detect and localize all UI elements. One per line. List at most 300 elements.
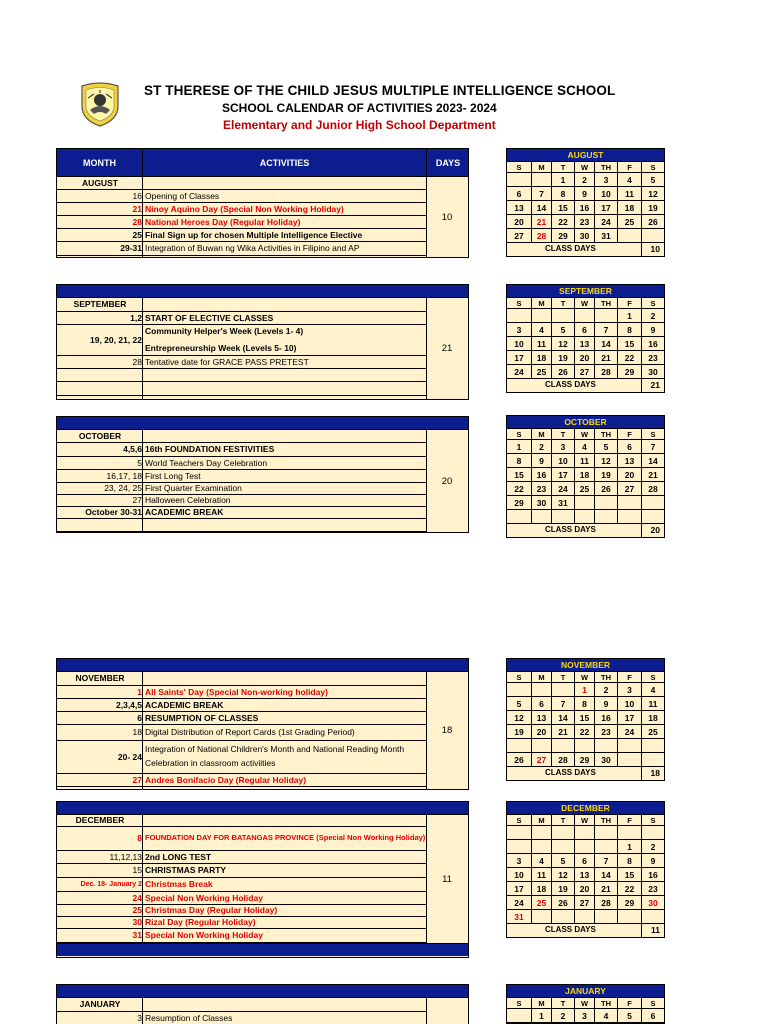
calendar-day: 22 <box>618 882 642 896</box>
calendar-day: 28 <box>595 896 618 910</box>
activity-text: Ninoy Aquino Day (Special Non Working Holiday) <box>145 203 344 214</box>
activity-text: First Quarter Examination <box>145 483 242 494</box>
calendar-day: 26 <box>507 753 532 767</box>
calendar-day: 12 <box>595 454 618 468</box>
calendar-day: 26 <box>595 482 618 496</box>
calendar-day <box>507 826 532 840</box>
activity-text: ACADEMIC BREAK <box>145 699 224 710</box>
calendar-day <box>532 826 552 840</box>
activity-date: 8 <box>137 833 142 844</box>
activity-text: Integration of Buwan ng Wika Activities in Filipino and AP <box>145 243 360 254</box>
weekday-header: M <box>532 672 552 683</box>
calendar-day: 27 <box>507 229 532 243</box>
calendar-day <box>642 229 664 243</box>
calendar-day <box>507 309 532 323</box>
calendar-day: 19 <box>552 351 575 365</box>
calendar-day: 4 <box>575 440 595 454</box>
activity-row <box>57 457 427 470</box>
class-days-count: 10 <box>441 212 453 223</box>
calendar-day: 17 <box>507 882 532 896</box>
activity-date: 3 <box>137 1013 142 1024</box>
calendar-day: 22 <box>575 725 595 739</box>
days-column-header: DAYS <box>435 157 461 168</box>
calendar-day: 25 <box>575 482 595 496</box>
table-header-bar <box>57 802 468 815</box>
calendar-day: 7 <box>595 323 618 337</box>
activity-row <box>57 851 427 864</box>
school-name: ST THERESE OF THE CHILD JESUS MULTIPLE INTELLIGENCE SCHOOL <box>144 83 616 98</box>
calendar-day: 24 <box>507 365 532 379</box>
calendar-day: 29 <box>575 753 595 767</box>
weekday-header: TH <box>595 162 618 173</box>
table-header-bar <box>57 985 468 998</box>
calendar-day <box>595 309 618 323</box>
calendar-day: 24 <box>618 725 642 739</box>
month-name: DECEMBER <box>75 815 125 826</box>
activity-date: 15 <box>132 865 142 876</box>
weekday-header: M <box>532 162 552 173</box>
activity-row <box>57 229 427 242</box>
activity-date: October 30-31 <box>85 507 142 518</box>
calendar-day: 5 <box>618 1009 642 1023</box>
weekday-header: W <box>575 815 595 826</box>
weekday-header: F <box>618 162 642 173</box>
calendar-day: 15 <box>507 468 532 482</box>
calendar-day: 27 <box>575 896 595 910</box>
activity-date: 25 <box>132 905 142 916</box>
calendar-day: 29 <box>507 496 532 510</box>
activity-text: Christmas Day (Regular Holiday) <box>145 905 278 916</box>
calendar-day: 17 <box>595 201 618 215</box>
activity-text: Special Non Working Holiday <box>145 930 263 941</box>
calendar-august <box>506 148 665 257</box>
calendar-day: 2 <box>642 309 664 323</box>
calendar-day: 19 <box>642 201 664 215</box>
calendar-day: 1 <box>532 1009 552 1023</box>
weekday-header: M <box>532 298 552 309</box>
class-days-label: CLASS DAYS <box>545 244 596 253</box>
calendar-day: 28 <box>532 229 552 243</box>
activity-date: Dec. 18- January 2 <box>80 880 142 888</box>
calendar-month-title: AUGUST <box>507 149 664 162</box>
calendar-day: 26 <box>642 215 664 229</box>
calendar-day: 8 <box>575 697 595 711</box>
activity-row <box>57 443 427 457</box>
calendar-day: 19 <box>595 468 618 482</box>
calendar-day <box>532 309 552 323</box>
month-block-september <box>56 284 469 400</box>
calendar-day <box>552 910 575 924</box>
calendar-day <box>642 739 664 753</box>
activity-date: 28 <box>132 216 142 227</box>
activity-date: 2,3,4,5 <box>116 699 142 710</box>
calendar-day: 21 <box>595 351 618 365</box>
activity-row <box>57 905 427 917</box>
weekday-header: F <box>618 672 642 683</box>
activity-row <box>57 203 427 216</box>
month-block-november <box>56 658 469 790</box>
calendar-grid <box>507 298 664 379</box>
table-header-bar <box>57 659 468 672</box>
weekday-header: F <box>618 998 642 1009</box>
calendar-day: 20 <box>532 725 552 739</box>
month-row <box>57 998 427 1012</box>
weekday-header: W <box>575 672 595 683</box>
calendar-day: 5 <box>552 854 575 868</box>
calendar-day <box>552 309 575 323</box>
calendar-day: 12 <box>642 187 664 201</box>
weekday-header: T <box>552 162 575 173</box>
calendar-day: 25 <box>618 215 642 229</box>
calendar-day: 24 <box>595 215 618 229</box>
calendar-day <box>532 683 552 697</box>
activity-text: Andres Bonifacio Day (Regular Holiday) <box>145 774 307 785</box>
weekday-header: T <box>552 672 575 683</box>
weekday-header: M <box>532 815 552 826</box>
weekday-header: TH <box>595 998 618 1009</box>
class-days-footer <box>507 243 664 256</box>
calendar-day <box>595 510 618 524</box>
calendar-day: 20 <box>575 351 595 365</box>
activity-row <box>57 325 427 356</box>
calendar-day: 7 <box>642 440 664 454</box>
class-days-value: 10 <box>650 244 660 254</box>
calendar-day: 9 <box>642 854 664 868</box>
calendar-day: 6 <box>532 697 552 711</box>
class-days-value: 20 <box>650 525 660 535</box>
calendar-day <box>507 739 532 753</box>
calendar-day <box>552 739 575 753</box>
activity-text: Christmas Break <box>145 879 213 890</box>
month-row <box>57 298 427 312</box>
calendar-day: 11 <box>532 337 552 351</box>
calendar-day: 16 <box>575 201 595 215</box>
calendar-day: 8 <box>618 854 642 868</box>
month-name: SEPTEMBER <box>73 299 127 310</box>
calendar-month-title: SEPTEMBER <box>507 285 664 298</box>
activity-text: Integration of National Children's Month and National Reading Month Celebration in classroom activiities <box>145 744 405 768</box>
activity-row <box>57 216 427 229</box>
weekday-header: TH <box>595 429 618 440</box>
class-days-count: 21 <box>441 343 453 354</box>
calendar-day: 11 <box>532 868 552 882</box>
calendar-day: 28 <box>642 482 664 496</box>
calendar-month-title: NOVEMBER <box>507 659 664 672</box>
calendar-day <box>532 840 552 854</box>
activity-text: 16th FOUNDATION FESTIVITIES <box>145 444 275 455</box>
calendar-day: 16 <box>642 337 664 351</box>
calendar-day: 1 <box>575 683 595 697</box>
calendar-day: 9 <box>575 187 595 201</box>
calendar-day: 17 <box>618 711 642 725</box>
calendar-grid <box>507 998 664 1023</box>
calendar-grid <box>507 815 664 924</box>
weekday-header: T <box>552 298 575 309</box>
calendar-day <box>618 910 642 924</box>
calendar-day: 24 <box>507 896 532 910</box>
calendar-day: 15 <box>552 201 575 215</box>
weekday-header: S <box>507 672 532 683</box>
activity-row <box>57 495 427 507</box>
calendar-day <box>642 510 664 524</box>
calendar-day: 2 <box>642 840 664 854</box>
calendar-day: 23 <box>595 725 618 739</box>
weekday-header: T <box>552 815 575 826</box>
activity-date: 25 <box>132 229 142 240</box>
month-name: NOVEMBER <box>75 673 125 684</box>
calendar-day: 7 <box>552 697 575 711</box>
activity-row <box>57 741 427 774</box>
calendar-day: 27 <box>618 482 642 496</box>
activity-text: All Saints' Day (Special Non-working holiday) <box>145 686 328 697</box>
calendar-day: 4 <box>595 1009 618 1023</box>
calendar-day: 30 <box>642 365 664 379</box>
activity-date: 6 <box>137 712 142 723</box>
calendar-month-title: DECEMBER <box>507 802 664 815</box>
calendar-day: 6 <box>575 323 595 337</box>
calendar-day <box>642 826 664 840</box>
activity-date: 21 <box>132 203 142 214</box>
activity-date: 27 <box>132 774 142 785</box>
calendar-day: 21 <box>532 215 552 229</box>
activity-date: 5 <box>137 457 142 468</box>
class-days-label: CLASS DAYS <box>545 525 596 534</box>
weekday-header: W <box>575 429 595 440</box>
activity-date: 1,2 <box>130 312 142 323</box>
calendar-day: 5 <box>552 323 575 337</box>
class-days-label: CLASS DAYS <box>545 380 596 389</box>
activity-date: 20- 24 <box>117 751 142 762</box>
calendar-day: 14 <box>642 454 664 468</box>
calendar-grid <box>507 672 664 767</box>
month-name: OCTOBER <box>78 430 122 441</box>
month-name: AUGUST <box>82 177 118 188</box>
calendar-day: 27 <box>532 753 552 767</box>
calendar-month-title: OCTOBER <box>507 416 664 429</box>
weekday-header: TH <box>595 298 618 309</box>
calendar-day <box>552 826 575 840</box>
calendar-day: 21 <box>642 468 664 482</box>
calendar-day: 22 <box>552 215 575 229</box>
class-days-footer <box>507 924 664 937</box>
activity-row <box>57 917 427 929</box>
calendar-day: 10 <box>618 697 642 711</box>
calendar-day: 10 <box>595 187 618 201</box>
activity-date: 29-31 <box>120 243 142 254</box>
class-days-value: 11 <box>651 925 660 935</box>
department-title: Elementary and Junior High School Department <box>223 118 496 132</box>
activity-row <box>57 190 427 203</box>
calendar-day: 20 <box>618 468 642 482</box>
calendar-day: 18 <box>532 882 552 896</box>
month-row <box>57 672 427 686</box>
activity-date: 31 <box>132 930 142 941</box>
activity-text: CHRISTMAS PARTY <box>145 865 227 876</box>
class-days-label: CLASS DAYS <box>545 768 596 777</box>
activity-date: 23, 24, 25 <box>104 483 142 494</box>
activity-date: 16 <box>132 190 142 201</box>
class-days-count: 11 <box>442 873 452 885</box>
calendar-day <box>507 173 532 187</box>
calendar-day: 13 <box>618 454 642 468</box>
calendar-day: 20 <box>507 215 532 229</box>
weekday-header: S <box>642 429 664 440</box>
calendar-day: 30 <box>642 896 664 910</box>
class-days-value: 18 <box>650 768 660 778</box>
calendar-day: 20 <box>575 882 595 896</box>
month-column-header: MONTH <box>57 149 143 176</box>
calendar-day: 7 <box>532 187 552 201</box>
calendar-day: 4 <box>532 854 552 868</box>
calendar-day <box>642 910 664 924</box>
calendar-day: 8 <box>618 323 642 337</box>
weekday-header: S <box>507 162 532 173</box>
calendar-day: 16 <box>642 868 664 882</box>
calendar-day <box>532 739 552 753</box>
activity-text: ACADEMIC BREAK <box>145 507 224 518</box>
calendar-day <box>552 683 575 697</box>
weekday-header: F <box>618 429 642 440</box>
weekday-header: S <box>642 815 664 826</box>
calendar-day: 19 <box>507 725 532 739</box>
calendar-day <box>532 910 552 924</box>
weekday-header: W <box>575 298 595 309</box>
activity-row <box>57 725 427 741</box>
calendar-day: 10 <box>507 868 532 882</box>
calendar-day <box>532 510 552 524</box>
calendar-day: 21 <box>595 882 618 896</box>
calendar-day <box>507 840 532 854</box>
calendar-day: 5 <box>595 440 618 454</box>
calendar-day: 3 <box>552 440 575 454</box>
activity-text: World Teachers Day Celebration <box>145 457 268 468</box>
calendar-day: 1 <box>618 840 642 854</box>
calendar-day: 13 <box>507 201 532 215</box>
calendar-day <box>507 510 532 524</box>
activity-text: RESUMPTION OF CLASSES <box>145 712 259 723</box>
calendar-day <box>642 496 664 510</box>
calendar-day <box>575 496 595 510</box>
month-block-august <box>56 148 469 258</box>
activity-text: FOUNDATION DAY FOR BATANGAS PROVINCE (Special Non Working Holiday) <box>145 833 426 843</box>
calendar-day: 21 <box>552 725 575 739</box>
table-footer-bar <box>57 943 468 956</box>
calendar-day: 4 <box>642 683 664 697</box>
calendar-day: 14 <box>552 711 575 725</box>
calendar-day: 7 <box>595 854 618 868</box>
class-days-footer <box>507 767 664 780</box>
calendar-month-title: JANUARY <box>507 985 664 998</box>
activity-text: Halloween Celebration <box>145 495 231 506</box>
calendar-day: 5 <box>642 173 664 187</box>
weekday-header: S <box>507 998 532 1009</box>
activity-text: National Heroes Day (Regular Holiday) <box>145 216 301 227</box>
activity-row <box>57 483 427 495</box>
weekday-header: T <box>552 429 575 440</box>
calendar-day: 17 <box>552 468 575 482</box>
activity-date: 1 <box>137 686 142 697</box>
document-header <box>0 0 768 140</box>
activity-text: Tentative date for GRACE PASS PRETEST <box>145 356 309 367</box>
calendar-day: 8 <box>507 454 532 468</box>
calendar-day: 3 <box>595 173 618 187</box>
calendar-day: 31 <box>595 229 618 243</box>
calendar-day <box>618 753 642 767</box>
calendar-day: 13 <box>575 868 595 882</box>
calendar-day: 29 <box>552 229 575 243</box>
calendar-day: 29 <box>618 896 642 910</box>
activity-text: Community Helper's Week (Levels 1- 4) <box>145 326 304 336</box>
calendar-day: 9 <box>642 323 664 337</box>
calendar-day: 3 <box>507 854 532 868</box>
calendar-day: 31 <box>552 496 575 510</box>
calendar-day: 1 <box>552 173 575 187</box>
activity-row <box>57 699 427 712</box>
calendar-day <box>575 309 595 323</box>
calendar-day <box>595 910 618 924</box>
calendar-day: 24 <box>552 482 575 496</box>
activity-row <box>57 892 427 905</box>
activity-date: 18 <box>132 727 142 738</box>
calendar-november <box>506 658 665 781</box>
calendar-day <box>552 840 575 854</box>
calendar-day: 13 <box>575 337 595 351</box>
calendar-day: 5 <box>507 697 532 711</box>
calendar-day: 12 <box>552 337 575 351</box>
class-days-footer <box>507 379 664 392</box>
calendar-day: 16 <box>595 711 618 725</box>
calendar-day: 2 <box>575 173 595 187</box>
activity-date: 4,5,6 <box>123 444 142 455</box>
calendar-day: 17 <box>507 351 532 365</box>
calendar-day <box>532 173 552 187</box>
calendar-day <box>575 826 595 840</box>
calendar-day <box>575 510 595 524</box>
calendar-day: 15 <box>575 711 595 725</box>
calendar-day <box>575 910 595 924</box>
calendar-day <box>595 739 618 753</box>
activity-text: Final Sign up for chosen Multiple Intelligence Elective <box>145 229 363 240</box>
weekday-header: F <box>618 298 642 309</box>
calendar-day <box>595 826 618 840</box>
calendar-day: 3 <box>575 1009 595 1023</box>
calendar-day: 3 <box>618 683 642 697</box>
activity-row <box>57 242 427 256</box>
class-days-value: 21 <box>650 380 660 390</box>
weekday-header: S <box>642 298 664 309</box>
weekday-header: M <box>532 429 552 440</box>
calendar-day: 9 <box>595 697 618 711</box>
calendar-day: 22 <box>507 482 532 496</box>
class-days-count: 18 <box>441 725 453 736</box>
weekday-header: S <box>507 429 532 440</box>
activity-row <box>57 1012 427 1024</box>
calendar-day: 3 <box>507 323 532 337</box>
calendar-day: 11 <box>618 187 642 201</box>
activity-date: 16,17, 18 <box>106 470 142 481</box>
calendar-day: 27 <box>575 365 595 379</box>
calendar-day: 11 <box>642 697 664 711</box>
calendar-day: 6 <box>618 440 642 454</box>
month-row <box>57 430 427 443</box>
activity-row <box>57 929 427 943</box>
activity-row <box>57 356 427 369</box>
activity-row <box>57 878 427 892</box>
activity-row <box>57 312 427 325</box>
calendar-day: 2 <box>552 1009 575 1023</box>
calendar-day <box>595 840 618 854</box>
weekday-header: TH <box>595 672 618 683</box>
